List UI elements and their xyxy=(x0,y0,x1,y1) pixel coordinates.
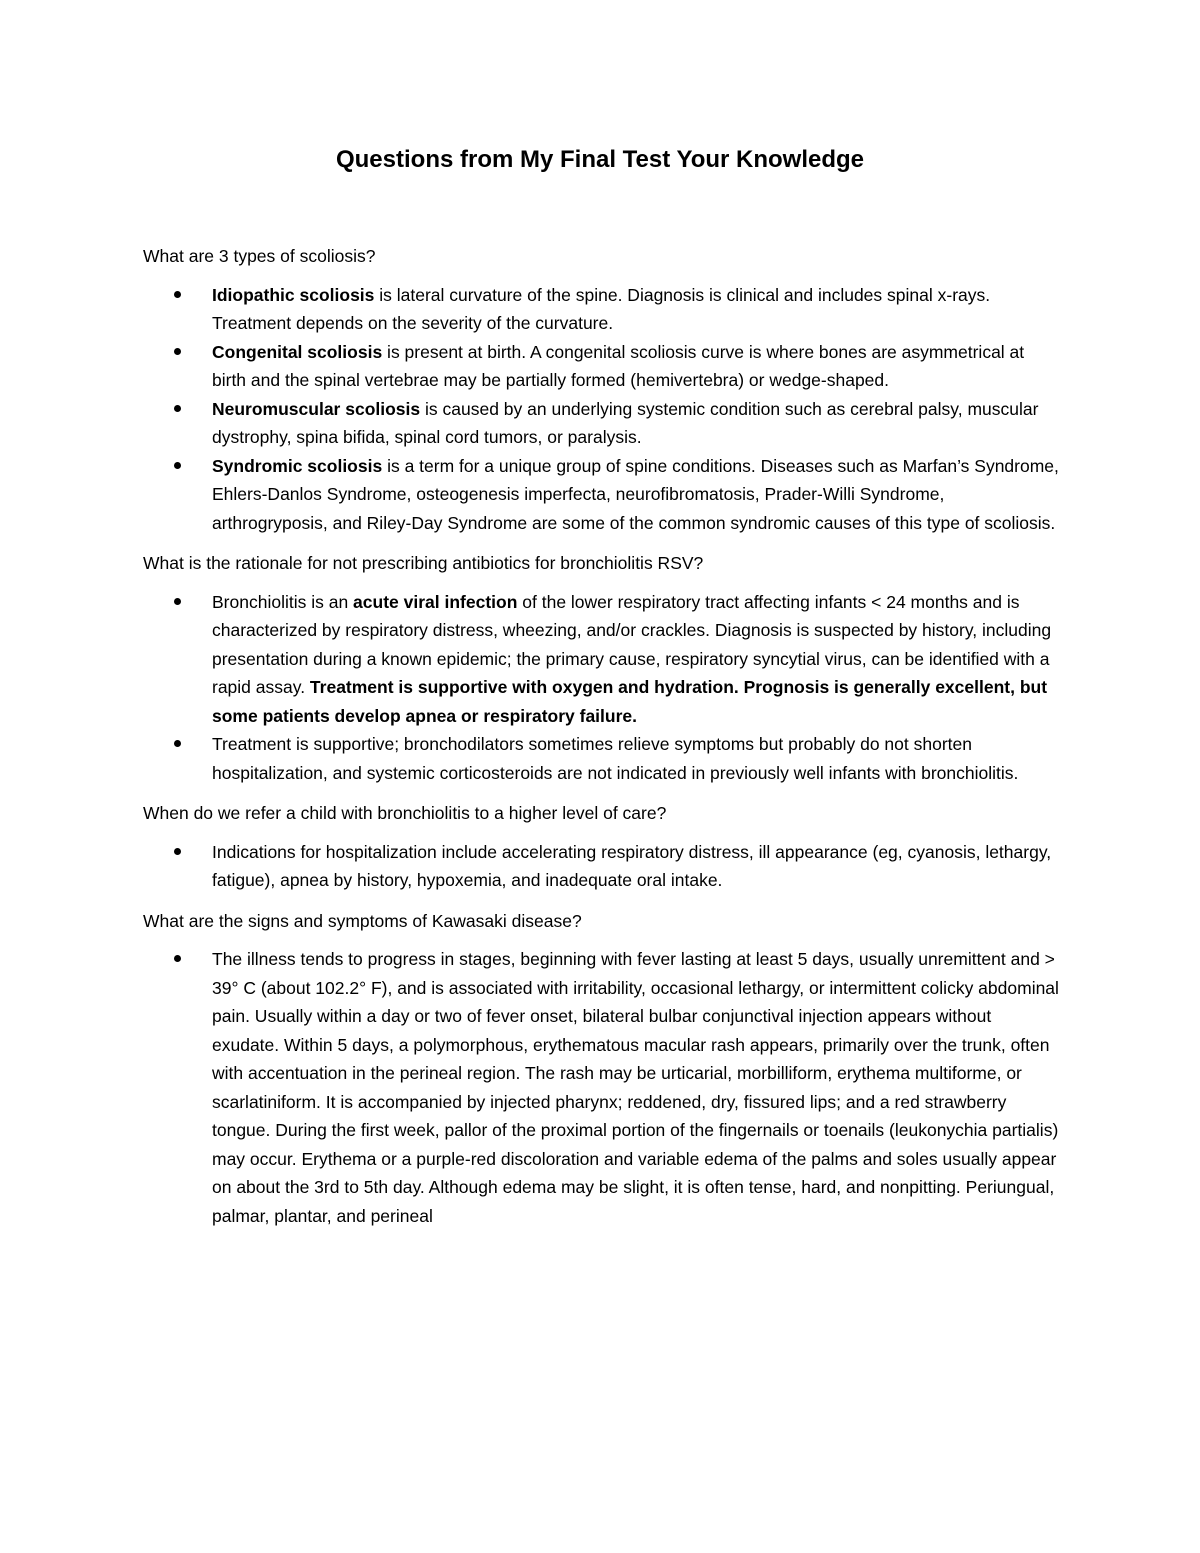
question-scoliosis-types: What are 3 types of scoliosis? xyxy=(143,246,376,266)
bullet-icon xyxy=(174,405,181,412)
page-title: Questions from My Final Test Your Knowledge xyxy=(335,146,865,173)
list-item xyxy=(143,281,1063,338)
list-item-text: Indications for hospitalization include accelerating respiratory distress, ill appearance (eg, cyanosis, lethargy, fatigue), apnea by history, hypoxemia, and inadequate oral intake. xyxy=(212,841,1052,890)
bullet-icon xyxy=(174,955,181,962)
answer-list-referral xyxy=(143,838,1063,895)
term-idiopathic-scoliosis: Idiopathic scoliosis xyxy=(212,284,375,305)
list-item-text: Bronchiolitis is an xyxy=(212,591,354,612)
bullet-icon xyxy=(174,291,181,298)
list-item-text: is present at birth. A congenital scoliosis curve is where bones are asymmetrical at birth and the spinal vertebrae may be partially formed (hemivertebra) or wedge-shaped. xyxy=(212,341,1025,390)
bullet-icon xyxy=(174,348,181,355)
question-bronchiolitis-referral: When do we refer a child with bronchiolitis to a higher level of care? xyxy=(143,803,667,823)
list-item xyxy=(143,452,1063,538)
emphasis-text: acute viral infection xyxy=(353,591,518,612)
term-congenital-scoliosis: Congenital scoliosis xyxy=(212,341,383,362)
list-item-text: is lateral curvature of the spine. Diagnosis is clinical and includes spinal x-rays. Treatment depends on the severity of the curvature. xyxy=(212,284,991,333)
list-item xyxy=(143,945,1063,1230)
answer-list-kawasaki xyxy=(143,945,1063,1230)
answer-list-scoliosis xyxy=(143,281,1063,538)
emphasis-text: Treatment is supportive with oxygen and hydration. Prognosis is generally excellent, but some patients develop apnea or respiratory failure. xyxy=(212,677,1048,726)
bullet-icon xyxy=(174,598,181,605)
question-bronchiolitis-antibiotics: What is the rationale for not prescribing antibiotics for bronchiolitis RSV? xyxy=(143,553,704,573)
question-kawasaki-signs: What are the signs and symptoms of Kawasaki disease? xyxy=(143,910,582,931)
list-item-text: Treatment is supportive; bronchodilators sometimes relieve symptoms but probably do not shorten hospitalization, and systemic corticosteroids are not indicated in previously well infants with bronchiolitis. xyxy=(212,734,1019,783)
list-item xyxy=(143,838,1063,895)
term-neuromuscular-scoliosis: Neuromuscular scoliosis xyxy=(212,398,421,419)
list-item xyxy=(143,395,1063,452)
bullet-icon xyxy=(174,462,181,469)
list-item-text: of the lower respiratory tract affecting infants < 24 months and is characterized by respiratory distress, wheezing, and/or crackles. Diagnosis is suspected by history, including presentation during a known epidemic; the primary cause, respiratory syncytial virus, can be identified with a rapid assay. xyxy=(212,591,1052,697)
list-item-text: The illness tends to progress in stages, beginning with fever lasting at least 5 days, usually unremittent and > 39° C (about 102.2° F), and is associated with irritability, occasional lethargy, or intermittent colicky abdominal pain. Usually within a day or two of fever onset, bilateral bulbar conjunctival injection appears without exudate. Within 5 days, a polymorphous, erythematous macular rash appears, primarily over the trunk, often with accentuation in the perineal region. The rash may be urticarial, morbilliform, erythema multiforme, or scarlatiniform. It is accompanied by injected pharynx; reddened, dry, fissured lips; and a red strawberry tongue. During the first week, pallor of the proximal portion of the fingernails or toenails (leukonychia partialis) may occur. Erythema or a purple-red discoloration and variable edema of the palms and soles usually appear on about the 3rd to 5th day. Although edema may be slight, it is often tense, hard, and nonpitting. Periungual, palmar, plantar, and perineal xyxy=(212,949,1059,1226)
list-item xyxy=(143,730,1063,787)
list-item-text: is a term for a unique group of spine conditions. Diseases such as Marfan’s Syndrome, Ehlers-Danlos Syndrome, osteogenesis imperfecta, neurofibromatosis, Prader-Willi Syndrome, arthrogryposis, and Riley-Day Syndrome are some of the common syndromic causes of this type of scoliosis. xyxy=(212,455,1059,533)
document-body xyxy=(143,242,1063,1242)
answer-list-bronchiolitis xyxy=(143,588,1063,788)
list-item xyxy=(143,588,1063,731)
bullet-icon xyxy=(174,740,181,747)
list-item-text: is caused by an underlying systemic condition such as cerebral palsy, muscular dystrophy, spina bifida, spinal cord tumors, or paralysis. xyxy=(212,398,1039,447)
list-item xyxy=(143,338,1063,395)
bullet-icon xyxy=(174,848,181,855)
term-syndromic-scoliosis: Syndromic scoliosis xyxy=(212,455,383,476)
